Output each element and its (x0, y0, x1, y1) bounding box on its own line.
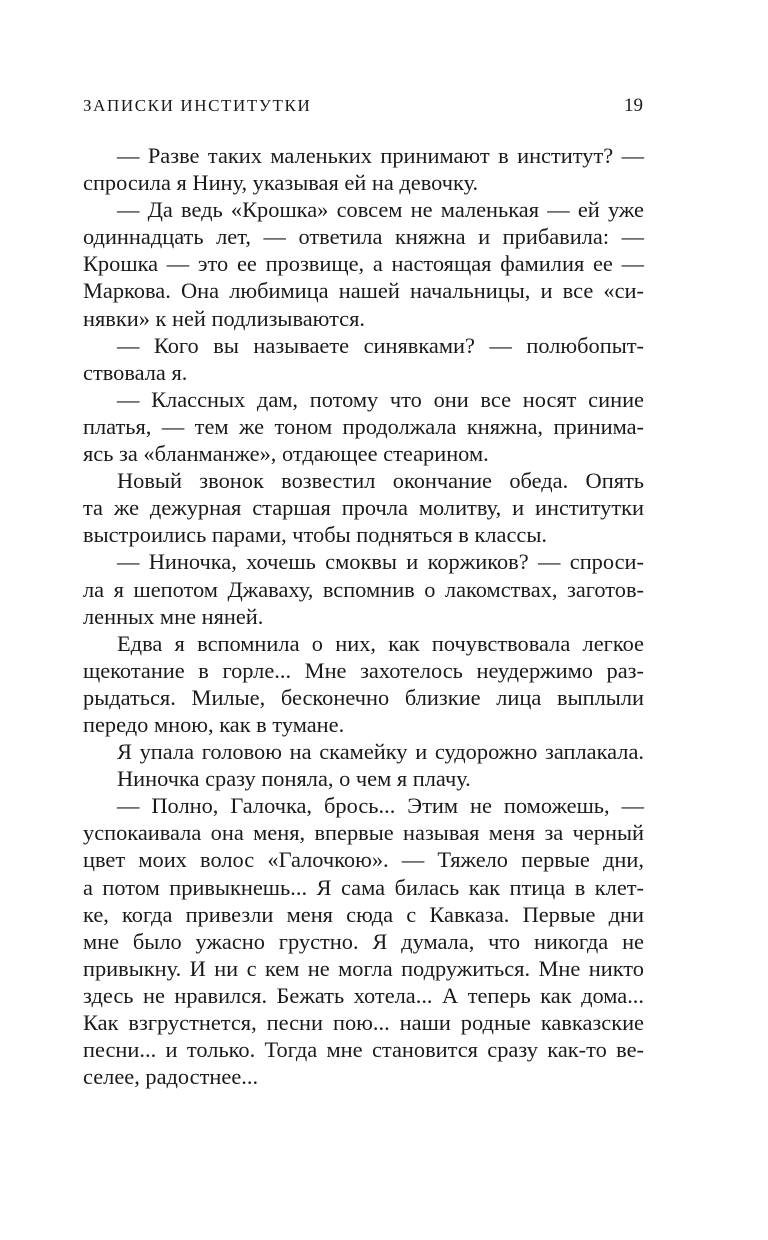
text-line: здесь не нравился. Бежать хотела... А теперь как дома... (83, 982, 644, 1008)
text-line: Едва я вспомнила о них, как почувствовала легкое (117, 630, 644, 656)
text-line: а потом привыкнешь... Я сама билась как птица в клет- (83, 874, 644, 900)
text-line: — Классных дам, потому что они все носят синие (117, 386, 644, 412)
text-line: выстроились парами, чтобы подняться в классы. (83, 522, 547, 548)
text-line: ленных мне няней. (83, 603, 264, 629)
text-line: щекотание в горле... Мне захотелось неудержимо раз- (83, 657, 644, 683)
text-line: привыкну. И ни с кем не могла подружиться. Мне никто (83, 955, 644, 981)
text-line: Ниночка сразу поняла, о чем я плачу. (117, 766, 471, 792)
text-line: нявки» к ней подлизываются. (83, 305, 365, 331)
text-line: Новый звонок возвестил окончание обеда. Опять (117, 468, 644, 494)
text-line: песни... и только. Тогда мне становится сразу как-то ве- (83, 1037, 644, 1063)
text-line: селее, радостнее... (83, 1064, 259, 1090)
text-line: — Кого вы называете синявками? — полюбопыт- (117, 332, 644, 358)
text-line: Крошка — это ее прозвище, а настоящая фамилия ее — (83, 251, 644, 277)
text-line: — Да ведь «Крошка» совсем не маленькая — ей уже (117, 197, 644, 223)
text-line: — Разве таких маленьких принимают в институт? — (117, 143, 644, 168)
text-line: передо мною, как в тумане. (83, 711, 345, 737)
text-line: Как взгрустнется, песни пою... наши родные кавказские (83, 1010, 644, 1035)
text-line: успокаивала она меня, впервые называя меня за черный (83, 820, 644, 846)
text-line: ствовала я. (83, 359, 188, 385)
text-line: цвет моих волос «Галочкою». — Тяжело первые дни, (83, 847, 644, 873)
text-line: Я упала головою на скамейку и судорожно заплакала. (117, 739, 644, 765)
text-line: ясь за «бланманже», отдающее стеарином. (83, 441, 489, 467)
text-line: ке, когда привезли меня сюда с Кавказа. Первые дни (83, 901, 644, 927)
text-line: — Ниночка, хочешь смоквы и коржиков? — спроси- (117, 549, 644, 575)
text-line: спросила я Нину, указывая ей на девочку. (83, 170, 479, 196)
text-line: Маркова. Она любимица нашей начальницы, и все «си- (83, 278, 644, 304)
text-line: рыдаться. Милые, бесконечно близкие лица выплыли (83, 684, 644, 710)
text-line: — Полно, Галочка, брось... Этим не поможешь, — (117, 793, 644, 819)
text-line: платья, — тем же тоном продолжала княжна, принима- (83, 413, 644, 439)
text-line: та же дежурная старшая прочла молитву, и институтки (83, 495, 644, 521)
text-line: одиннадцать лет, — ответила княжна и прибавила: — (83, 224, 644, 250)
page-number: 19 (624, 95, 643, 116)
running-title: ЗАПИСКИ ИНСТИТУТКИ (83, 96, 312, 115)
text-line: мне было ужасно грустно. Я думала, что никогда не (83, 928, 644, 954)
text-line: ла я шепотом Джаваху, вспомнив о лакомствах, заготов- (83, 576, 644, 602)
running-header (83, 94, 643, 118)
body-text (83, 142, 644, 1090)
